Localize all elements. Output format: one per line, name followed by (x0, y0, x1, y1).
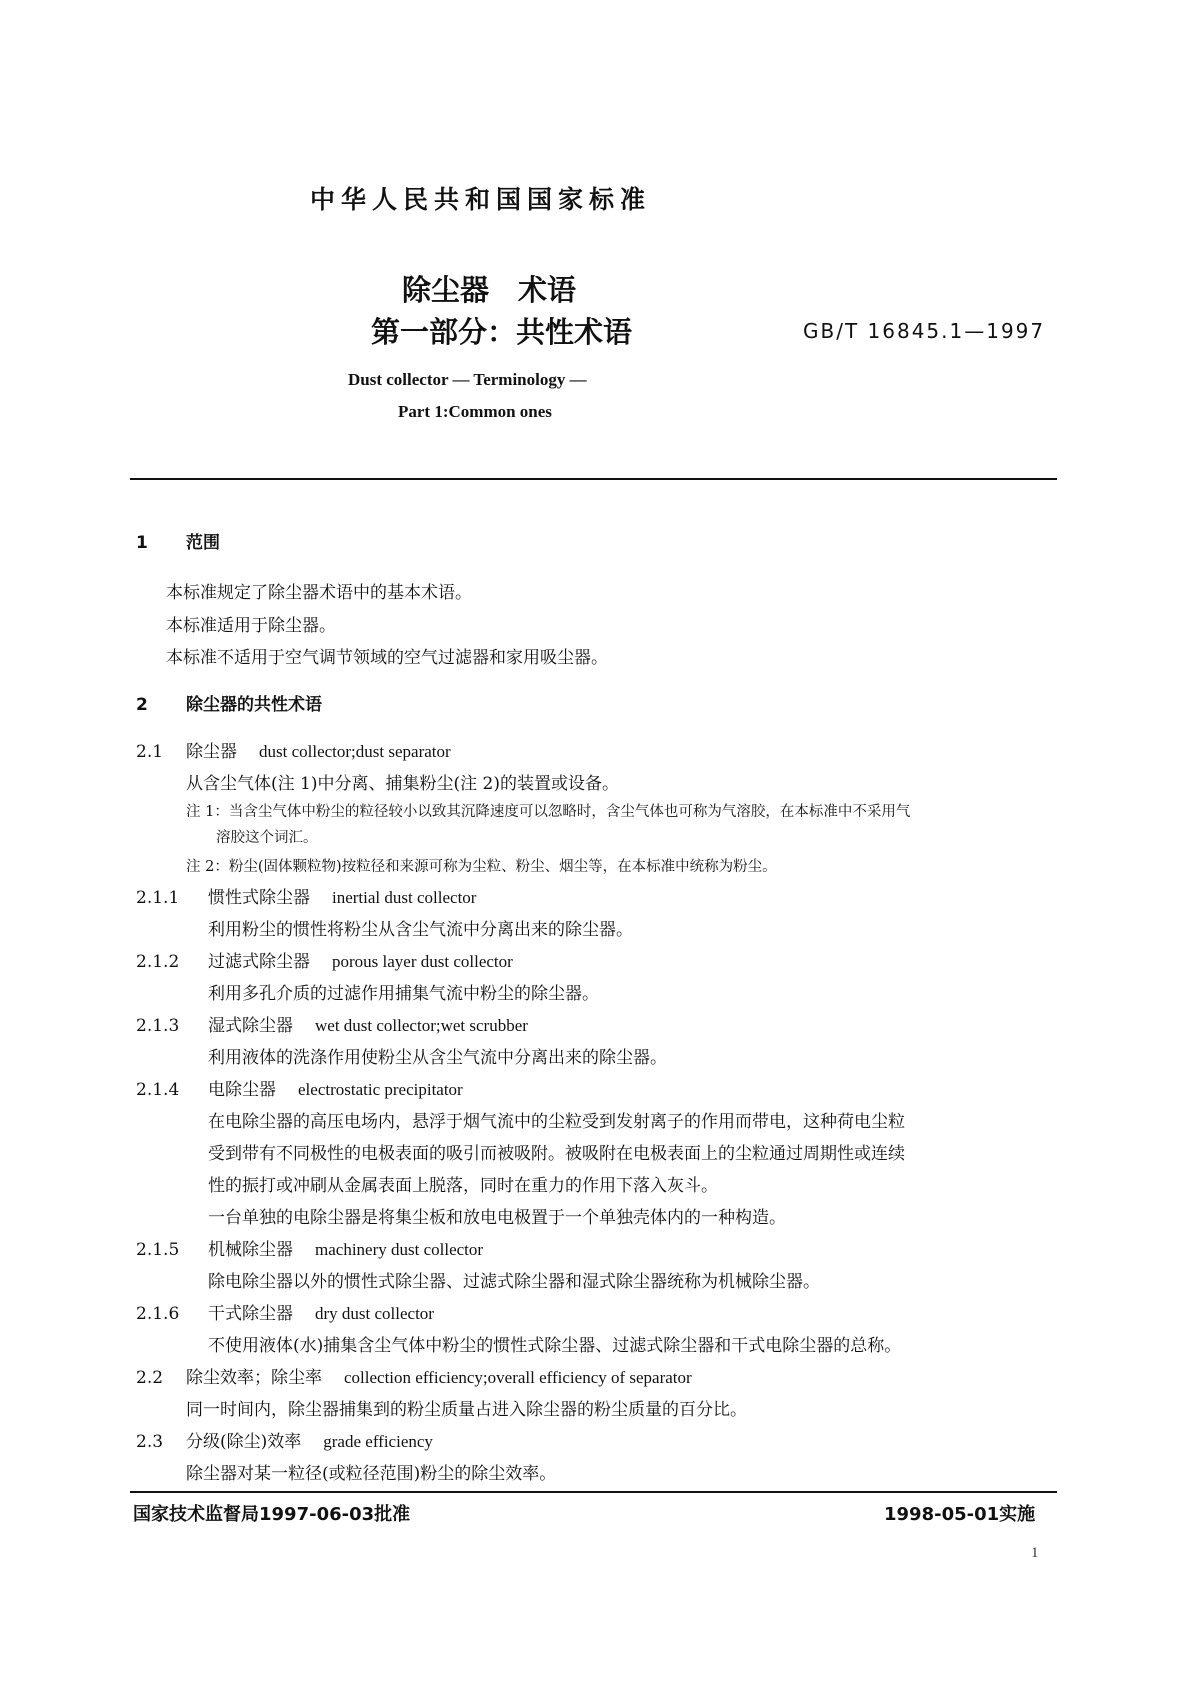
approval-date: 国家技术监督局1997-06-03批准 (133, 1504, 411, 1525)
term-zh: 除尘器 (186, 742, 237, 762)
section1-paragraph: 本标准规定了除尘器术语中的基本术语。 (166, 583, 472, 603)
term-definition-line: 在电除尘器的高压电场内，悬浮于烟气流中的尘粒受到发射离子的作用而带电，这种荷电尘粒 (208, 1112, 905, 1132)
term-entry (136, 883, 476, 908)
note-1: 注 1：当含尘气体中粉尘的粒径较小以致其沉降速度可以忽略时，含尘气体也可称为气溶胶，在本标准中不采用气 (186, 804, 911, 820)
term-number: 2.1.3 (136, 1016, 180, 1036)
term-definition: 利用液体的洗涤作用使粉尘从含尘气流中分离出来的除尘器。 (208, 1048, 667, 1068)
implementation-date: 1998-05-01实施 (884, 1504, 1036, 1525)
term-entry (136, 1363, 692, 1388)
term-en: machinery dust collector (315, 1240, 484, 1259)
term-definition-line: 性的振打或冲刷从金属表面上脱落，同时在重力的作用下落入灰斗。 (208, 1176, 718, 1196)
term-definition: 利用粉尘的惯性将粉尘从含尘气流中分离出来的除尘器。 (208, 920, 633, 940)
term-number: 2.1.2 (136, 952, 180, 972)
term-zh: 湿式除尘器 (208, 1016, 293, 1036)
term-en: dry dust collector (315, 1304, 434, 1323)
term-number: 2.1.5 (136, 1240, 180, 1260)
term-en: wet dust collector;wet scrubber (315, 1016, 528, 1035)
term-number: 2.1.1 (136, 888, 180, 908)
section1-paragraph: 本标准适用于除尘器。 (166, 616, 336, 636)
section1-number: 1 (136, 533, 148, 553)
section1-heading (136, 528, 220, 553)
term-entry (136, 1299, 434, 1324)
term-number: 2.2 (136, 1368, 164, 1388)
term-zh: 惯性式除尘器 (208, 888, 310, 908)
section2-number: 2 (136, 695, 148, 715)
section1-paragraph: 本标准不适用于空气调节领域的空气过滤器和家用吸尘器。 (166, 648, 608, 668)
header-divider (130, 478, 1057, 480)
term-en: collection efficiency;overall efficiency of separator (344, 1368, 692, 1387)
term-en: porous layer dust collector (332, 952, 513, 971)
term-number: 2.1.6 (136, 1304, 180, 1324)
term-number: 2.3 (136, 1432, 164, 1452)
english-title-line1: Dust collector — Terminology — (348, 370, 587, 389)
note-1-continued: 溶胶这个词汇。 (216, 830, 318, 846)
note-2: 注 2：粉尘(固体颗粒物)按粒径和来源可称为尘粒、粉尘、烟尘等，在本标准中统称为粉尘。 (186, 859, 777, 875)
term-entry (136, 737, 451, 762)
english-title-line2: Part 1:Common ones (398, 402, 552, 421)
term-definition: 除尘器对某一粒径(或粒径范围)粉尘的除尘效率。 (186, 1464, 557, 1484)
term-zh: 过滤式除尘器 (208, 952, 310, 972)
term-entry (136, 947, 513, 972)
term-en: inertial dust collector (332, 888, 477, 907)
term-zh: 电除尘器 (208, 1080, 276, 1100)
term-definition-line: 一台单独的电除尘器是将集尘板和放电电极置于一个单独壳体内的一种构造。 (208, 1208, 786, 1228)
term-definition: 同一时间内，除尘器捕集到的粉尘质量占进入除尘器的粉尘质量的百分比。 (186, 1400, 747, 1420)
term-zh: 除尘效率；除尘率 (186, 1368, 322, 1388)
term-definition: 从含尘气体(注 1)中分离、捕集粉尘(注 2)的装置或设备。 (186, 774, 619, 794)
standard-number: GB/T 16845.1—1997 (803, 319, 1046, 343)
term-definition: 不使用液体(水)捕集含尘气体中粉尘的惯性式除尘器、过滤式除尘器和干式电除尘器的总称。 (208, 1336, 902, 1356)
term-en: grade efficiency (323, 1432, 433, 1451)
term-definition-line: 受到带有不同极性的电极表面的吸引而被吸附。被吸附在电极表面上的尘粒通过周期性或连续 (208, 1144, 905, 1164)
term-number: 2.1.4 (136, 1080, 180, 1100)
footer-divider (130, 1491, 1057, 1493)
section2-title: 除尘器的共性术语 (186, 695, 322, 715)
page-number: 1 (1031, 1545, 1039, 1561)
term-zh: 干式除尘器 (208, 1304, 293, 1324)
term-entry (136, 1427, 433, 1452)
section1-title: 范围 (186, 533, 220, 553)
document-title-line2: 第一部分：共性术语 (371, 315, 633, 349)
term-zh: 机械除尘器 (208, 1240, 293, 1260)
term-entry (136, 1075, 463, 1100)
term-zh: 分级(除尘)效率 (186, 1432, 302, 1452)
term-number: 2.1 (136, 742, 164, 762)
term-entry (136, 1011, 528, 1036)
document-title-line1: 除尘器 术语 (402, 273, 577, 307)
section2-heading (136, 690, 322, 715)
term-entry (136, 1235, 483, 1260)
term-en: electrostatic precipitator (298, 1080, 463, 1099)
term-definition: 利用多孔介质的过滤作用捕集气流中粉尘的除尘器。 (208, 984, 599, 1004)
term-en: dust collector;dust separator (259, 742, 451, 761)
term-definition: 除电除尘器以外的惯性式除尘器、过滤式除尘器和湿式除尘器统称为机械除尘器。 (208, 1272, 820, 1292)
national-standard-heading: 中华人民共和国国家标准 (310, 185, 652, 214)
